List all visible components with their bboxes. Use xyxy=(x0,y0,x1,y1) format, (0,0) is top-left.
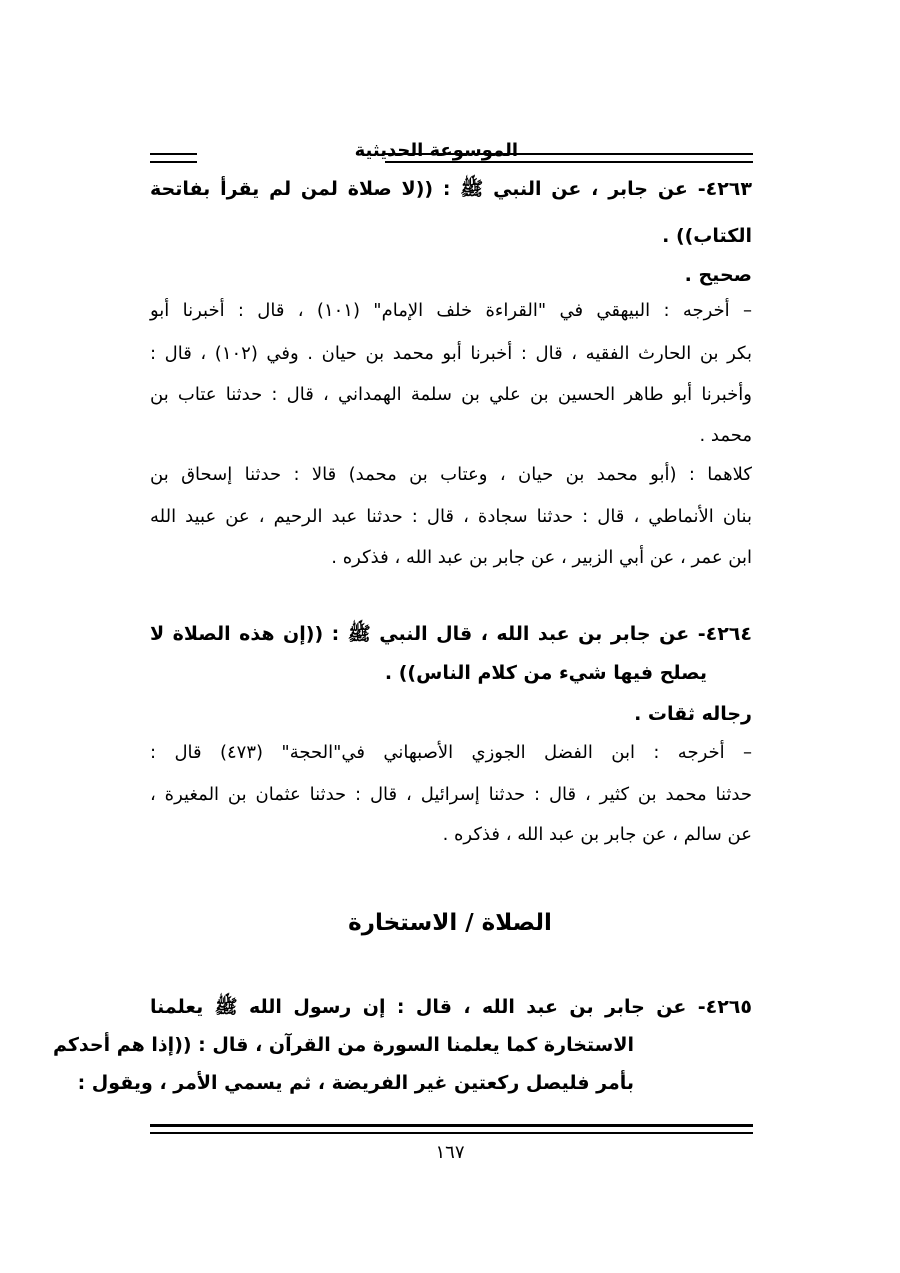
hadith-4264-line-1: ٤٢٦٤- عن جابر بن عبد الله ، قال النبي ﷺ : ((إن هذه الصلاة لا xyxy=(150,623,752,645)
footer-rule xyxy=(150,1124,753,1134)
hadith-4264-grade: رجاله ثقات . xyxy=(634,703,752,725)
hadith-4263-line-1: ٤٢٦٣- عن جابر ، عن النبي ﷺ : ((لا صلاة لمن لم يقرأ بفاتحة xyxy=(150,178,752,200)
hadith-4263-line-2: الكتاب)) . xyxy=(662,225,752,247)
hadith-4263-chain-line-2: بنان الأنماطي ، قال : حدثنا سجادة ، قال : حدثنا عبد الرحيم ، عن عبيد الله xyxy=(150,506,752,527)
hadith-4265-line-1: ٤٢٦٥- عن جابر بن عبد الله ، قال : إن رسول الله ﷺ يعلمنا xyxy=(150,996,752,1018)
hadith-4264-takhrij-line-2: حدثنا محمد بن كثير ، قال : حدثنا إسرائيل ، قال : حدثنا عثمان بن المغيرة ، xyxy=(150,784,752,805)
hadith-4264-takhrij-line-3: عن سالم ، عن جابر بن عبد الله ، فذكره . xyxy=(442,824,752,845)
running-header-title: الموسوعة الحديثية xyxy=(354,140,518,161)
hadith-4264-line-2: يصلح فيها شيء من كلام الناس)) . xyxy=(384,662,707,684)
page-number: ١٦٧ xyxy=(435,1142,465,1163)
hadith-4265-line-2: الاستخارة كما يعلمنا السورة من القرآن ، قال : ((إذا هم أحدكم xyxy=(52,1034,634,1056)
hadith-4263-takhrij-line-3: وأخبرنا أبو طاهر الحسين بن علي بن سلمة الهمداني ، قال : حدثنا عتاب بن xyxy=(150,384,752,405)
hadith-4265-line-3: بأمر فليصل ركعتين غير الفريضة ، ثم يسمي الأمر ، ويقول : xyxy=(77,1072,634,1094)
hadith-4263-chain-line-1: كلاهما : (أبو محمد بن حيان ، وعتاب بن محمد) قالا : حدثنا إسحاق بن xyxy=(150,464,752,485)
hadith-4263-grade: صحيح . xyxy=(684,264,752,286)
header-rule-left xyxy=(150,153,197,163)
hadith-4263-takhrij-line-4: محمد . xyxy=(699,425,752,446)
section-heading: الصلاة / الاستخارة xyxy=(348,910,552,936)
hadith-4264-takhrij-line-1: – أخرجه : ابن الفضل الجوزي الأصبهاني في"الحجة" (٤٧٣) قال : xyxy=(150,742,752,763)
hadith-4263-takhrij-line-2: بكر بن الحارث الفقيه ، قال : أخبرنا أبو محمد بن حيان . وفي (١٠٢) ، قال : xyxy=(150,343,753,364)
hadith-4263-chain-line-3: ابن عمر ، عن أبي الزبير ، عن جابر بن عبد الله ، فذكره . xyxy=(331,547,752,568)
hadith-4263-takhrij-line-1: – أخرجه : البيهقي في "القراءة خلف الإمام" (١٠١) ، قال : أخبرنا أبو xyxy=(150,300,752,321)
